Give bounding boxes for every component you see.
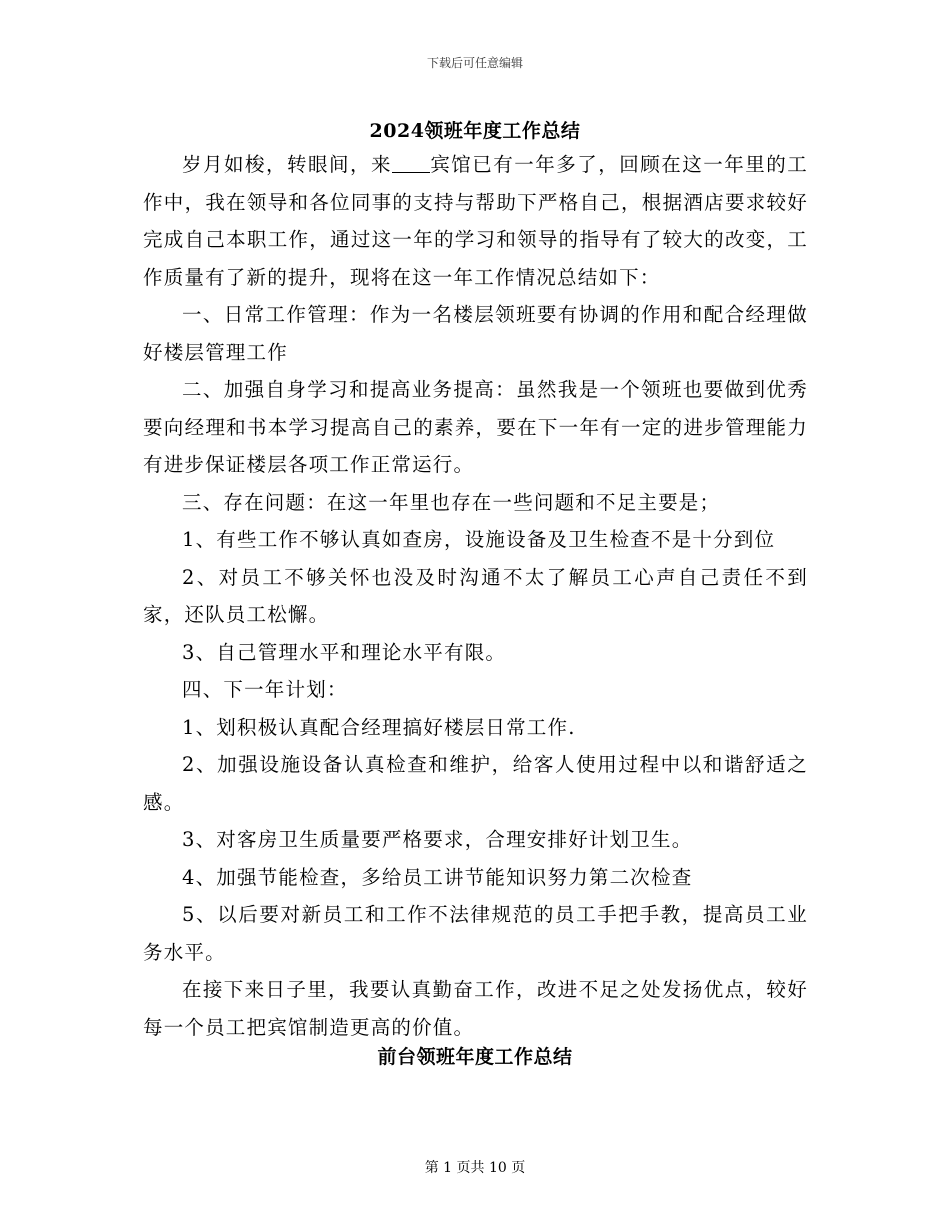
paragraph: 2、加强设施设备认真检查和维护，给客人使用过程中以和谐舒适之感。 [143, 753, 808, 814]
paragraph: 一、日常工作管理：作为一名楼层领班要有协调的作用和配合经理做好楼层管理工作 [143, 303, 808, 364]
paragraph: 3、自己管理水平和理论水平有限。 [182, 640, 507, 664]
paragraph: 在接下来日子里，我要认真勤奋工作，改进不足之处发扬优点，较好每一个员工把宾馆制造更高的价值。 [143, 978, 808, 1039]
paragraph: 4、加强节能检查，多给员工讲节能知识努力第二次检查 [182, 865, 693, 889]
intro-paragraph [143, 146, 808, 296]
paragraph: 5、以后要对新员工和工作不法律规范的员工手把手教，提高员工业务水平。 [143, 903, 808, 964]
paragraph: 二、加强自身学习和提高业务提高：虽然我是一个领班也要做到优秀要向经理和书本学习提高自己的素养，要在下一年有一定的进步管理能力有进步保证楼层各项工作正常运行。 [143, 378, 808, 476]
paragraph: 2、对员工不够关怀也没及时沟通不太了解员工心声自己责任不到家，还队员工松懈。 [143, 565, 808, 626]
paragraph: 四、下一年计划： [182, 678, 348, 701]
next-section-title: 前台领班年度工作总结 [377, 1046, 573, 1068]
paragraph: 1、划积极认真配合经理搞好楼层日常工作. [182, 715, 576, 739]
paragraph: 1、有些工作不够认真如查房，设施设备及卫生检查不是十分到位 [182, 528, 776, 551]
paragraph: 三、存在问题：在这一年里也存在一些问题和不足主要是； [182, 490, 721, 514]
page-footer: 第 1 页共 10 页 [424, 1160, 526, 1176]
paragraph: 3、对客房卫生质量要严格要求，合理安排好计划卫生。 [182, 828, 693, 851]
intro-text-start: 岁月如梭，转眼间，来 [182, 153, 392, 176]
document-title: 2024领班年度工作总结 [369, 120, 581, 142]
fill-in-blank [392, 154, 430, 173]
header-note: 下载后可任意编辑 [426, 56, 523, 70]
document-body [143, 146, 808, 1046]
intro-text-end: 宾馆已有一年多了，回顾在这一年里的工作中，我在领导和各位同事的支持与帮助下严格自己，根据酒店要求较好完成自己本职工作，通过这一年的学习和领导的指导有了较大的改变，工作质量有了新的提升，现将在这一年工作情况总结如下： [143, 153, 808, 289]
